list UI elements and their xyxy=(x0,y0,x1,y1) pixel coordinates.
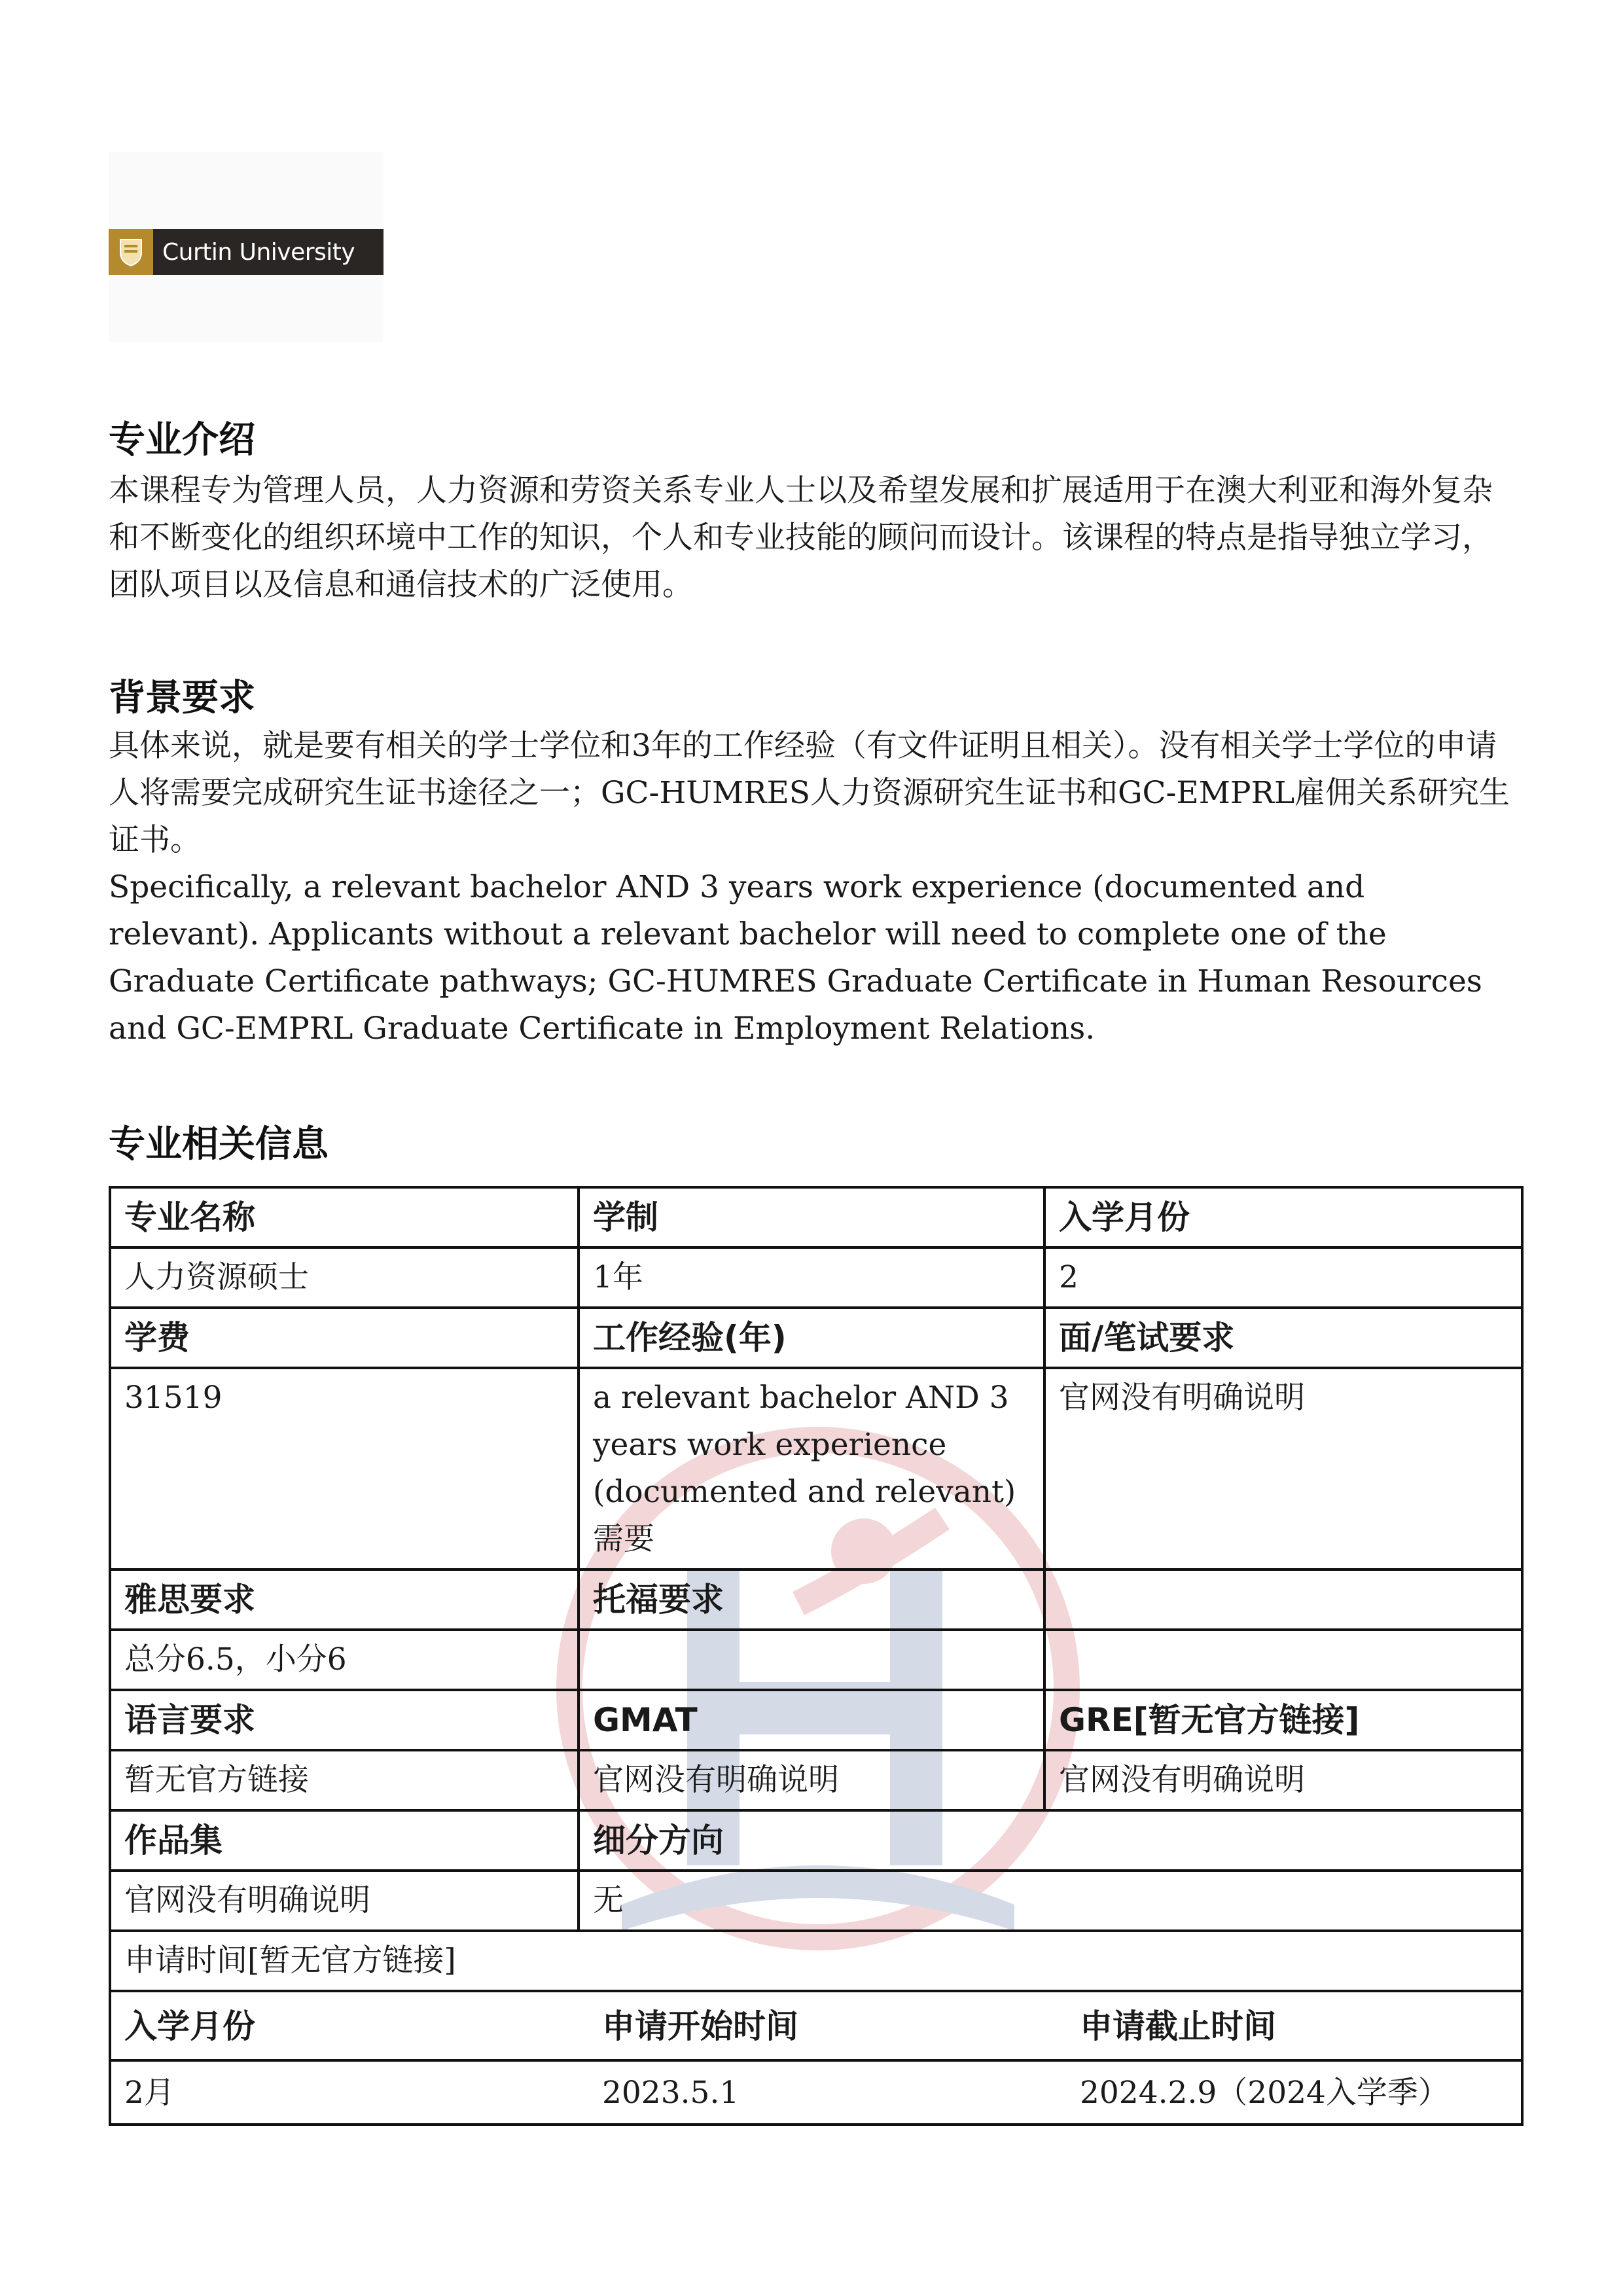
value-cell: 官网没有明确说明 xyxy=(1043,1751,1521,1809)
header-cell: 面/笔试要求 xyxy=(1043,1309,1521,1367)
header-cell: 细分方向 xyxy=(577,1812,1521,1869)
header-cell: 工作经验(年) xyxy=(577,1309,1043,1367)
header-cell: 学费 xyxy=(124,1319,190,1357)
table-row xyxy=(111,1869,1521,1929)
value-cell xyxy=(577,1631,1043,1689)
table-row xyxy=(111,1689,1521,1749)
table-row xyxy=(111,1306,1521,1367)
schedule-value-cell: 2024.2.9（2024入学季） xyxy=(1080,2075,1449,2111)
header-cell xyxy=(1043,1571,1521,1628)
schedule-header xyxy=(111,1992,1521,2062)
table-row xyxy=(111,1628,1521,1689)
value-cell: 2 xyxy=(1043,1249,1521,1306)
background-title: 背景要求 xyxy=(109,677,255,719)
table-row xyxy=(111,1367,1521,1568)
intro-text: 本课程专为管理人员，人力资源和劳资关系专业人士以及希望发展和扩展适用于在澳大利亚和海外复杂和不断变化的组织环境中工作的知识，个人和专业技能的顾问而设计。该课程的特点是指导独立学习，团队项目以及信息和通信技术的广泛使用。 xyxy=(109,473,1493,603)
header-cell: 语言要求 xyxy=(124,1701,255,1739)
value-cell: 官网没有明确说明 xyxy=(124,1882,370,1918)
header-cell: GMAT xyxy=(577,1691,1043,1749)
value-cell: a relevant bachelor AND 3 years work experience (documented and relevant) 需要 xyxy=(577,1369,1043,1568)
value-cell: 人力资源硕士 xyxy=(124,1259,309,1295)
schedule-value-cell: 2月 xyxy=(124,2075,175,2111)
value-cell: 暂无官方链接 xyxy=(124,1762,309,1798)
table-row xyxy=(111,1186,1521,1246)
background-text-en: Specifically, a relevant bachelor AND 3 years work experience (documented and relevant). Applicants without a relevant bachelor will need to complete one of the Graduate Certificate pathways; GC-HUMRES Graduate Certificate in Human Resources and GC-EMPRL Graduate Certificate in Employment Relations. xyxy=(109,869,1482,1047)
application-time-label: 申请时间[暂无官方链接] xyxy=(124,1943,456,1979)
value-cell: 官网没有明确说明 xyxy=(1043,1369,1521,1568)
schedule-row xyxy=(111,1990,1521,2126)
table-row xyxy=(111,1749,1521,1809)
table-row xyxy=(111,1568,1521,1628)
schedule-value-cell: 2023.5.1 xyxy=(602,2075,740,2111)
logo-text: Curtin University xyxy=(162,238,355,266)
schedule-header-cell: 入学月份 xyxy=(124,2007,255,2045)
header-cell: 托福要求 xyxy=(577,1571,1043,1628)
value-cell: 官网没有明确说明 xyxy=(577,1751,1043,1809)
value-cell: 无 xyxy=(577,1872,1521,1929)
intro-body xyxy=(109,467,1522,609)
info-title: 专业相关信息 xyxy=(109,1123,329,1166)
header-cell: 学制 xyxy=(577,1189,1043,1246)
header-cell: 雅思要求 xyxy=(124,1581,255,1619)
info-table xyxy=(109,1186,1524,2126)
intro-title: 专业介绍 xyxy=(109,419,255,461)
schedule-header-cell: 申请截止时间 xyxy=(1080,2007,1276,2045)
value-cell: 总分6.5，小分6 xyxy=(124,1641,347,1677)
background-body xyxy=(109,723,1522,1052)
value-cell: 1年 xyxy=(577,1249,1043,1306)
logo-area xyxy=(109,152,383,342)
header-cell: 作品集 xyxy=(124,1821,223,1859)
table-row xyxy=(111,1246,1521,1306)
table-row xyxy=(111,1809,1521,1869)
crest-icon xyxy=(109,229,153,275)
schedule-values xyxy=(111,2062,1521,2123)
university-logo xyxy=(109,229,383,275)
table-row xyxy=(111,1929,1521,1990)
header-cell: 入学月份 xyxy=(1043,1189,1521,1246)
value-cell: 31519 xyxy=(124,1380,223,1416)
schedule-table xyxy=(111,1992,1521,2123)
header-cell: GRE[暂无官方链接] xyxy=(1043,1691,1521,1749)
value-cell xyxy=(1043,1631,1521,1689)
background-text-cn: 具体来说，就是要有相关的学士学位和3年的工作经验（有文件证明且相关）。没有相关学士学位的申请人将需要完成研究生证书途径之一；GC-HUMRES人力资源研究生证书和GC-EMPRL雇佣关系研究生证书。 xyxy=(109,728,1510,858)
header-cell: 专业名称 xyxy=(124,1198,255,1236)
schedule-header-cell: 申请开始时间 xyxy=(602,2007,798,2045)
